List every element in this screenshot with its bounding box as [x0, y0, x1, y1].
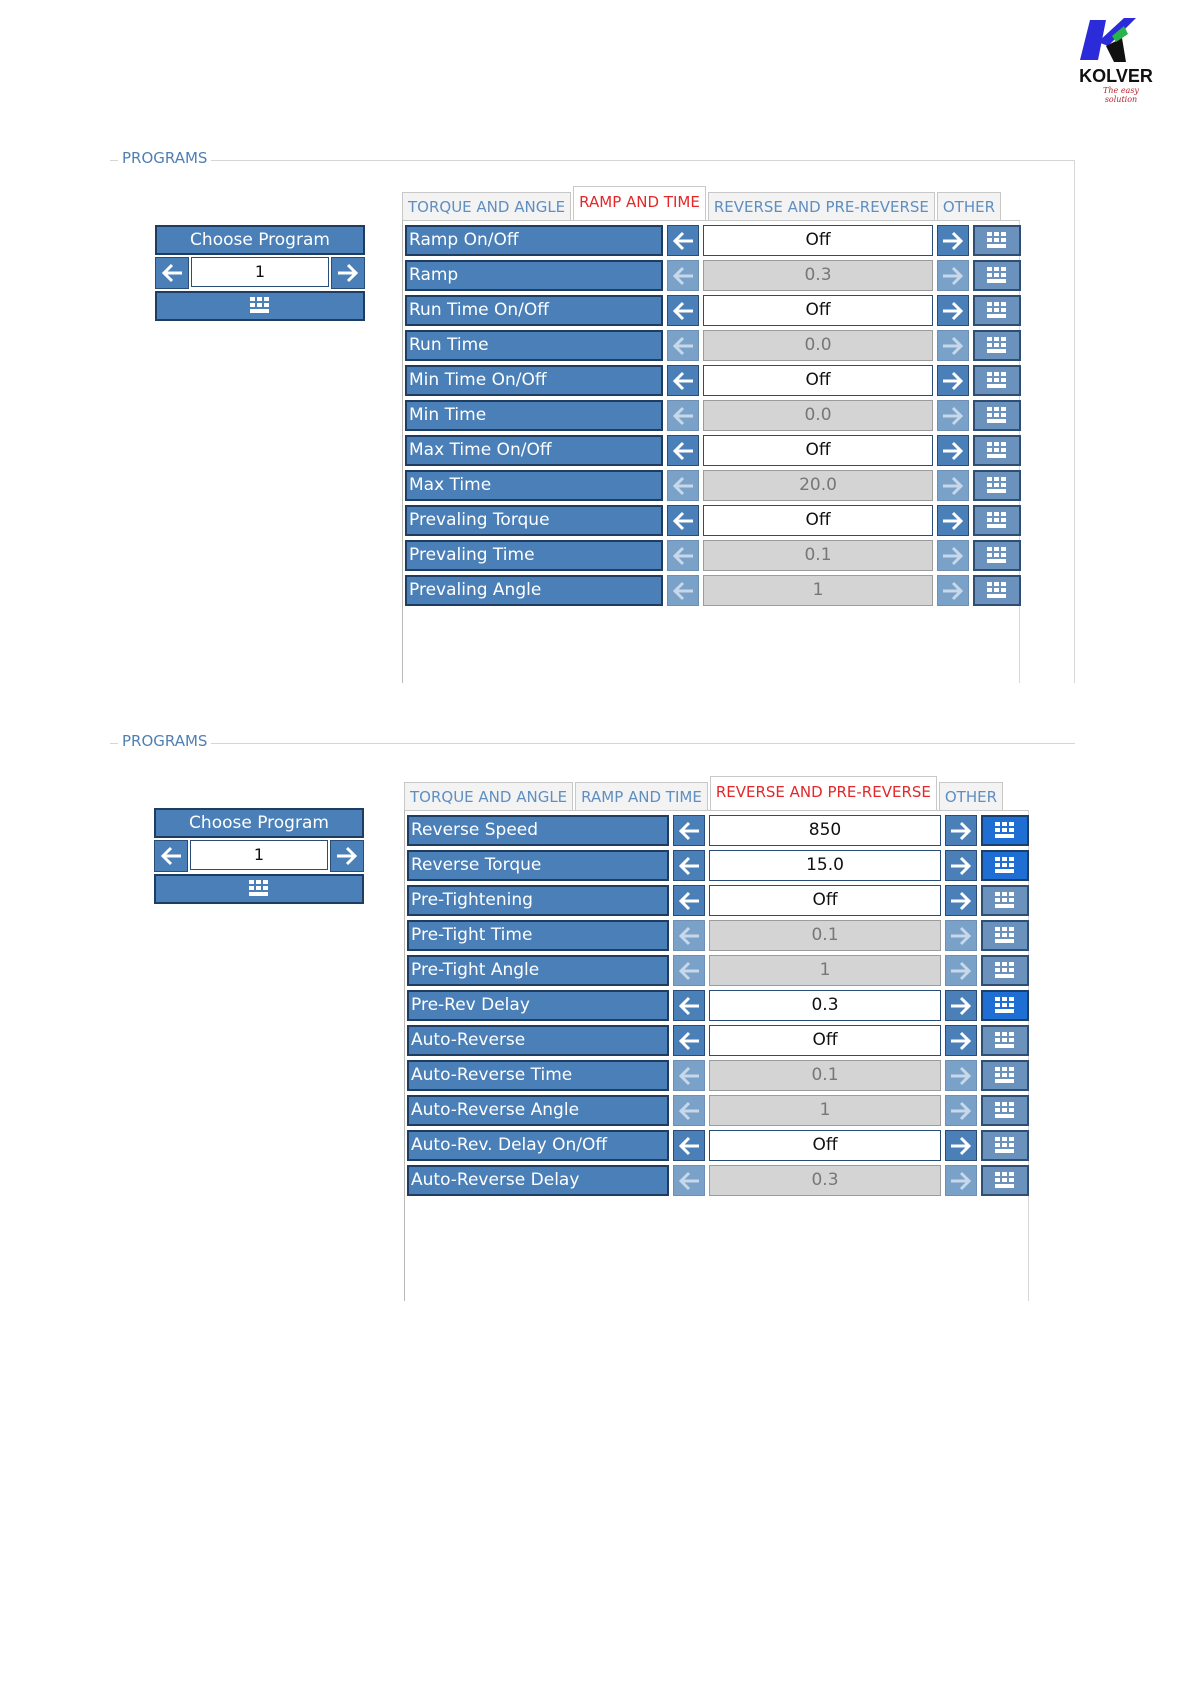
decrement-button[interactable]	[673, 885, 705, 916]
keypad-button[interactable]	[973, 540, 1021, 571]
decrement-button[interactable]	[673, 1165, 705, 1196]
program-next-button[interactable]	[331, 257, 365, 289]
arrow-left-icon	[677, 1030, 701, 1052]
tab-reverse-and-pre-reverse[interactable]: REVERSE AND PRE-REVERSE	[708, 192, 935, 220]
parameter-row	[405, 295, 1021, 326]
decrement-button[interactable]	[667, 330, 699, 361]
increment-button[interactable]	[945, 1130, 977, 1161]
decrement-button[interactable]	[667, 435, 699, 466]
keypad-icon	[985, 301, 1009, 321]
parameter-table	[402, 220, 1020, 683]
arrow-right-icon	[941, 440, 965, 462]
arrow-left-icon	[671, 405, 695, 427]
arrow-right-icon	[949, 1065, 973, 1087]
keypad-icon	[993, 1031, 1017, 1051]
parameter-value[interactable]: Off	[709, 885, 941, 916]
parameter-value[interactable]: Off	[703, 435, 933, 466]
parameter-row	[405, 435, 1021, 466]
arrow-right-icon	[941, 510, 965, 532]
program-chooser	[155, 225, 365, 321]
increment-button[interactable]	[945, 955, 977, 986]
parameter-value: 0.1	[709, 920, 941, 951]
arrow-left-icon	[671, 545, 695, 567]
arrow-left-icon	[671, 230, 695, 252]
parameter-row	[407, 955, 1029, 986]
tab-ramp-and-time[interactable]: RAMP AND TIME	[573, 186, 706, 220]
arrow-right-icon	[941, 545, 965, 567]
increment-button[interactable]	[937, 330, 969, 361]
keypad-icon	[993, 926, 1017, 946]
arrow-left-icon	[677, 890, 701, 912]
parameter-label: Ramp On/Off	[405, 225, 663, 256]
parameter-label: Min Time On/Off	[405, 365, 663, 396]
keypad-button[interactable]	[981, 1130, 1029, 1161]
arrow-right-icon	[949, 995, 973, 1017]
parameter-row	[407, 920, 1029, 951]
arrow-left-icon	[671, 335, 695, 357]
parameter-value[interactable]: Off	[703, 505, 933, 536]
keypad-button[interactable]	[973, 435, 1021, 466]
keypad-icon	[993, 1136, 1017, 1156]
arrow-left-icon	[671, 580, 695, 602]
keypad-button[interactable]	[973, 505, 1021, 536]
keypad-icon	[985, 581, 1009, 601]
parameter-label: Auto-Reverse Angle	[407, 1095, 669, 1126]
parameter-row	[405, 225, 1021, 256]
tab-bar	[402, 186, 1003, 220]
arrow-right-icon	[949, 1135, 973, 1157]
parameter-row	[407, 815, 1029, 846]
keypad-icon	[993, 1066, 1017, 1086]
arrow-right-icon	[941, 370, 965, 392]
parameter-label: Max Time On/Off	[405, 435, 663, 466]
parameter-label: Auto-Reverse Delay	[407, 1165, 669, 1196]
arrow-right-icon	[941, 580, 965, 602]
parameter-row	[407, 885, 1029, 916]
keypad-icon	[985, 266, 1009, 286]
parameter-row	[405, 505, 1021, 536]
keypad-icon	[985, 371, 1009, 391]
increment-button[interactable]	[937, 575, 969, 606]
arrow-right-icon	[949, 925, 973, 947]
decrement-button[interactable]	[673, 955, 705, 986]
keypad-button[interactable]	[981, 1165, 1029, 1196]
tab-torque-and-angle[interactable]: TORQUE AND ANGLE	[402, 192, 571, 220]
parameter-row	[405, 540, 1021, 571]
parameter-value: 1	[703, 575, 933, 606]
keypad-icon	[985, 231, 1009, 251]
increment-button[interactable]	[945, 1060, 977, 1091]
parameter-value: 0.0	[703, 330, 933, 361]
tab-bar	[404, 776, 1005, 810]
arrow-right-icon	[941, 265, 965, 287]
parameter-row	[407, 1025, 1029, 1056]
arrow-right-icon	[949, 890, 973, 912]
panel-legend: PROGRAMS	[118, 149, 211, 167]
arrow-right-icon	[335, 845, 359, 867]
parameter-value: 0.3	[703, 260, 933, 291]
program-prev-button[interactable]	[154, 840, 188, 872]
parameter-row	[405, 365, 1021, 396]
increment-button[interactable]	[937, 260, 969, 291]
programs-panel-reverse	[110, 732, 1080, 1301]
program-chooser	[154, 808, 364, 904]
parameter-row	[405, 330, 1021, 361]
arrow-left-icon	[677, 855, 701, 877]
increment-button[interactable]	[937, 435, 969, 466]
keypad-button[interactable]	[981, 815, 1029, 846]
keypad-icon	[993, 961, 1017, 981]
keypad-button[interactable]	[981, 955, 1029, 986]
arrow-right-icon	[949, 960, 973, 982]
arrow-left-icon	[677, 1100, 701, 1122]
parameter-label: Auto-Reverse Time	[407, 1060, 669, 1091]
decrement-button[interactable]	[673, 1130, 705, 1161]
parameter-label: Ramp	[405, 260, 663, 291]
parameter-row	[405, 260, 1021, 291]
program-keypad-button[interactable]	[154, 874, 364, 904]
arrow-right-icon	[336, 262, 360, 284]
parameter-label: Run Time	[405, 330, 663, 361]
arrow-right-icon	[949, 1170, 973, 1192]
increment-button[interactable]	[937, 400, 969, 431]
parameter-row	[407, 1060, 1029, 1091]
arrow-left-icon	[677, 820, 701, 842]
parameter-value[interactable]: Off	[709, 1130, 941, 1161]
decrement-button[interactable]	[667, 225, 699, 256]
decrement-button[interactable]	[673, 850, 705, 881]
program-next-button[interactable]	[330, 840, 364, 872]
increment-button[interactable]	[937, 540, 969, 571]
keypad-button[interactable]	[981, 1095, 1029, 1126]
parameter-value[interactable]: Off	[709, 1025, 941, 1056]
keypad-icon	[993, 1171, 1017, 1191]
arrow-right-icon	[941, 300, 965, 322]
kolver-logo	[1076, 16, 1156, 104]
arrow-left-icon	[677, 925, 701, 947]
decrement-button[interactable]	[667, 260, 699, 291]
choose-program-title: Choose Program	[154, 808, 364, 838]
arrow-right-icon	[949, 855, 973, 877]
parameter-label: Run Time On/Off	[405, 295, 663, 326]
decrement-button[interactable]	[673, 1095, 705, 1126]
decrement-button[interactable]	[667, 400, 699, 431]
program-prev-button[interactable]	[155, 257, 189, 289]
parameter-label: Pre-Tight Angle	[407, 955, 669, 986]
choose-program-title: Choose Program	[155, 225, 365, 255]
keypad-button[interactable]	[981, 990, 1029, 1021]
parameter-label: Pre-Tight Time	[407, 920, 669, 951]
keypad-button[interactable]	[973, 295, 1021, 326]
kolver-mark-icon	[1076, 16, 1156, 68]
decrement-button[interactable]	[667, 540, 699, 571]
parameter-row	[405, 575, 1021, 606]
parameter-row	[407, 1130, 1029, 1161]
parameter-label: Reverse Speed	[407, 815, 669, 846]
decrement-button[interactable]	[667, 470, 699, 501]
parameter-value[interactable]: Off	[703, 225, 933, 256]
keypad-icon	[985, 441, 1009, 461]
keypad-button[interactable]	[973, 365, 1021, 396]
arrow-left-icon	[671, 265, 695, 287]
increment-button[interactable]	[945, 1165, 977, 1196]
arrow-left-icon	[671, 440, 695, 462]
increment-button[interactable]	[937, 365, 969, 396]
increment-button[interactable]	[937, 505, 969, 536]
arrow-right-icon	[941, 335, 965, 357]
parameter-value: 0.1	[709, 1060, 941, 1091]
decrement-button[interactable]	[667, 505, 699, 536]
arrow-left-icon	[671, 510, 695, 532]
arrow-left-icon	[677, 1065, 701, 1087]
parameter-value[interactable]: Off	[703, 295, 933, 326]
tab-ramp-and-time[interactable]: RAMP AND TIME	[575, 782, 708, 810]
increment-button[interactable]	[945, 1095, 977, 1126]
keypad-icon	[985, 406, 1009, 426]
parameter-label: Prevaling Time	[405, 540, 663, 571]
program-number-input[interactable]: 1	[190, 840, 328, 870]
keypad-icon	[993, 856, 1017, 876]
increment-button[interactable]	[945, 1025, 977, 1056]
arrow-right-icon	[941, 230, 965, 252]
arrow-left-icon	[677, 995, 701, 1017]
parameter-table	[404, 810, 1029, 1301]
arrow-left-icon	[671, 370, 695, 392]
decrement-button[interactable]	[673, 1060, 705, 1091]
keypad-icon	[985, 476, 1009, 496]
keypad-button[interactable]	[973, 330, 1021, 361]
keypad-icon	[985, 336, 1009, 356]
parameter-value[interactable]: Off	[703, 365, 933, 396]
keypad-button[interactable]	[981, 1025, 1029, 1056]
tab-reverse-and-pre-reverse[interactable]: REVERSE AND PRE-REVERSE	[710, 776, 937, 810]
keypad-icon	[993, 891, 1017, 911]
parameter-value[interactable]: 15.0	[709, 850, 941, 881]
parameter-label: Auto-Reverse	[407, 1025, 669, 1056]
arrow-left-icon	[159, 845, 183, 867]
parameter-label: Prevaling Torque	[405, 505, 663, 536]
decrement-button[interactable]	[673, 815, 705, 846]
decrement-button[interactable]	[667, 365, 699, 396]
parameter-row	[405, 400, 1021, 431]
arrow-right-icon	[941, 405, 965, 427]
arrow-left-icon	[160, 262, 184, 284]
keypad-button[interactable]	[973, 225, 1021, 256]
decrement-button[interactable]	[673, 990, 705, 1021]
parameter-value: 0.1	[703, 540, 933, 571]
keypad-button[interactable]	[973, 400, 1021, 431]
decrement-button[interactable]	[667, 295, 699, 326]
parameter-label: Auto-Rev. Delay On/Off	[407, 1130, 669, 1161]
keypad-icon	[249, 296, 271, 316]
parameter-label: Pre-Rev Delay	[407, 990, 669, 1021]
arrow-left-icon	[677, 1135, 701, 1157]
keypad-icon	[993, 996, 1017, 1016]
increment-button[interactable]	[937, 470, 969, 501]
parameter-row	[407, 1165, 1029, 1196]
panel-legend: PROGRAMS	[118, 732, 211, 750]
tab-other[interactable]: OTHER	[939, 782, 1003, 810]
parameter-label: Min Time	[405, 400, 663, 431]
decrement-button[interactable]	[673, 1025, 705, 1056]
increment-button[interactable]	[945, 850, 977, 881]
keypad-button[interactable]	[981, 920, 1029, 951]
parameter-value: 1	[709, 955, 941, 986]
arrow-right-icon	[949, 820, 973, 842]
parameter-label: Pre-Tightening	[407, 885, 669, 916]
parameter-label: Reverse Torque	[407, 850, 669, 881]
parameter-row	[407, 850, 1029, 881]
keypad-icon	[985, 546, 1009, 566]
parameter-value: 0.0	[703, 400, 933, 431]
keypad-icon	[993, 821, 1017, 841]
parameter-row	[407, 990, 1029, 1021]
arrow-left-icon	[677, 1170, 701, 1192]
tab-other[interactable]: OTHER	[937, 192, 1001, 220]
brand-name: KOLVER	[1079, 66, 1153, 86]
parameter-value[interactable]: 850	[709, 815, 941, 846]
parameter-value: 20.0	[703, 470, 933, 501]
parameter-value: 0.3	[709, 1165, 941, 1196]
increment-button[interactable]	[945, 885, 977, 916]
parameter-row	[405, 470, 1021, 501]
arrow-right-icon	[949, 1030, 973, 1052]
parameter-row	[407, 1095, 1029, 1126]
keypad-button[interactable]	[973, 260, 1021, 291]
keypad-button[interactable]	[973, 575, 1021, 606]
decrement-button[interactable]	[667, 575, 699, 606]
keypad-icon	[985, 511, 1009, 531]
increment-button[interactable]	[937, 225, 969, 256]
tab-torque-and-angle[interactable]: TORQUE AND ANGLE	[404, 782, 573, 810]
keypad-button[interactable]	[981, 1060, 1029, 1091]
keypad-icon	[993, 1101, 1017, 1121]
parameter-value: 1	[709, 1095, 941, 1126]
parameter-value[interactable]: 0.3	[709, 990, 941, 1021]
keypad-button[interactable]	[981, 885, 1029, 916]
increment-button[interactable]	[945, 990, 977, 1021]
keypad-button[interactable]	[981, 850, 1029, 881]
brand-tagline: The easy solution	[1103, 86, 1139, 104]
program-keypad-button[interactable]	[155, 291, 365, 321]
decrement-button[interactable]	[673, 920, 705, 951]
increment-button[interactable]	[945, 920, 977, 951]
parameter-label: Prevaling Angle	[405, 575, 663, 606]
increment-button[interactable]	[945, 815, 977, 846]
keypad-icon	[248, 879, 270, 899]
arrow-right-icon	[941, 475, 965, 497]
increment-button[interactable]	[937, 295, 969, 326]
program-number-input[interactable]: 1	[191, 257, 329, 287]
programs-panel-ramp	[110, 149, 1080, 683]
arrow-left-icon	[671, 475, 695, 497]
parameter-label: Max Time	[405, 470, 663, 501]
arrow-right-icon	[949, 1100, 973, 1122]
arrow-left-icon	[671, 300, 695, 322]
keypad-button[interactable]	[973, 470, 1021, 501]
arrow-left-icon	[677, 960, 701, 982]
